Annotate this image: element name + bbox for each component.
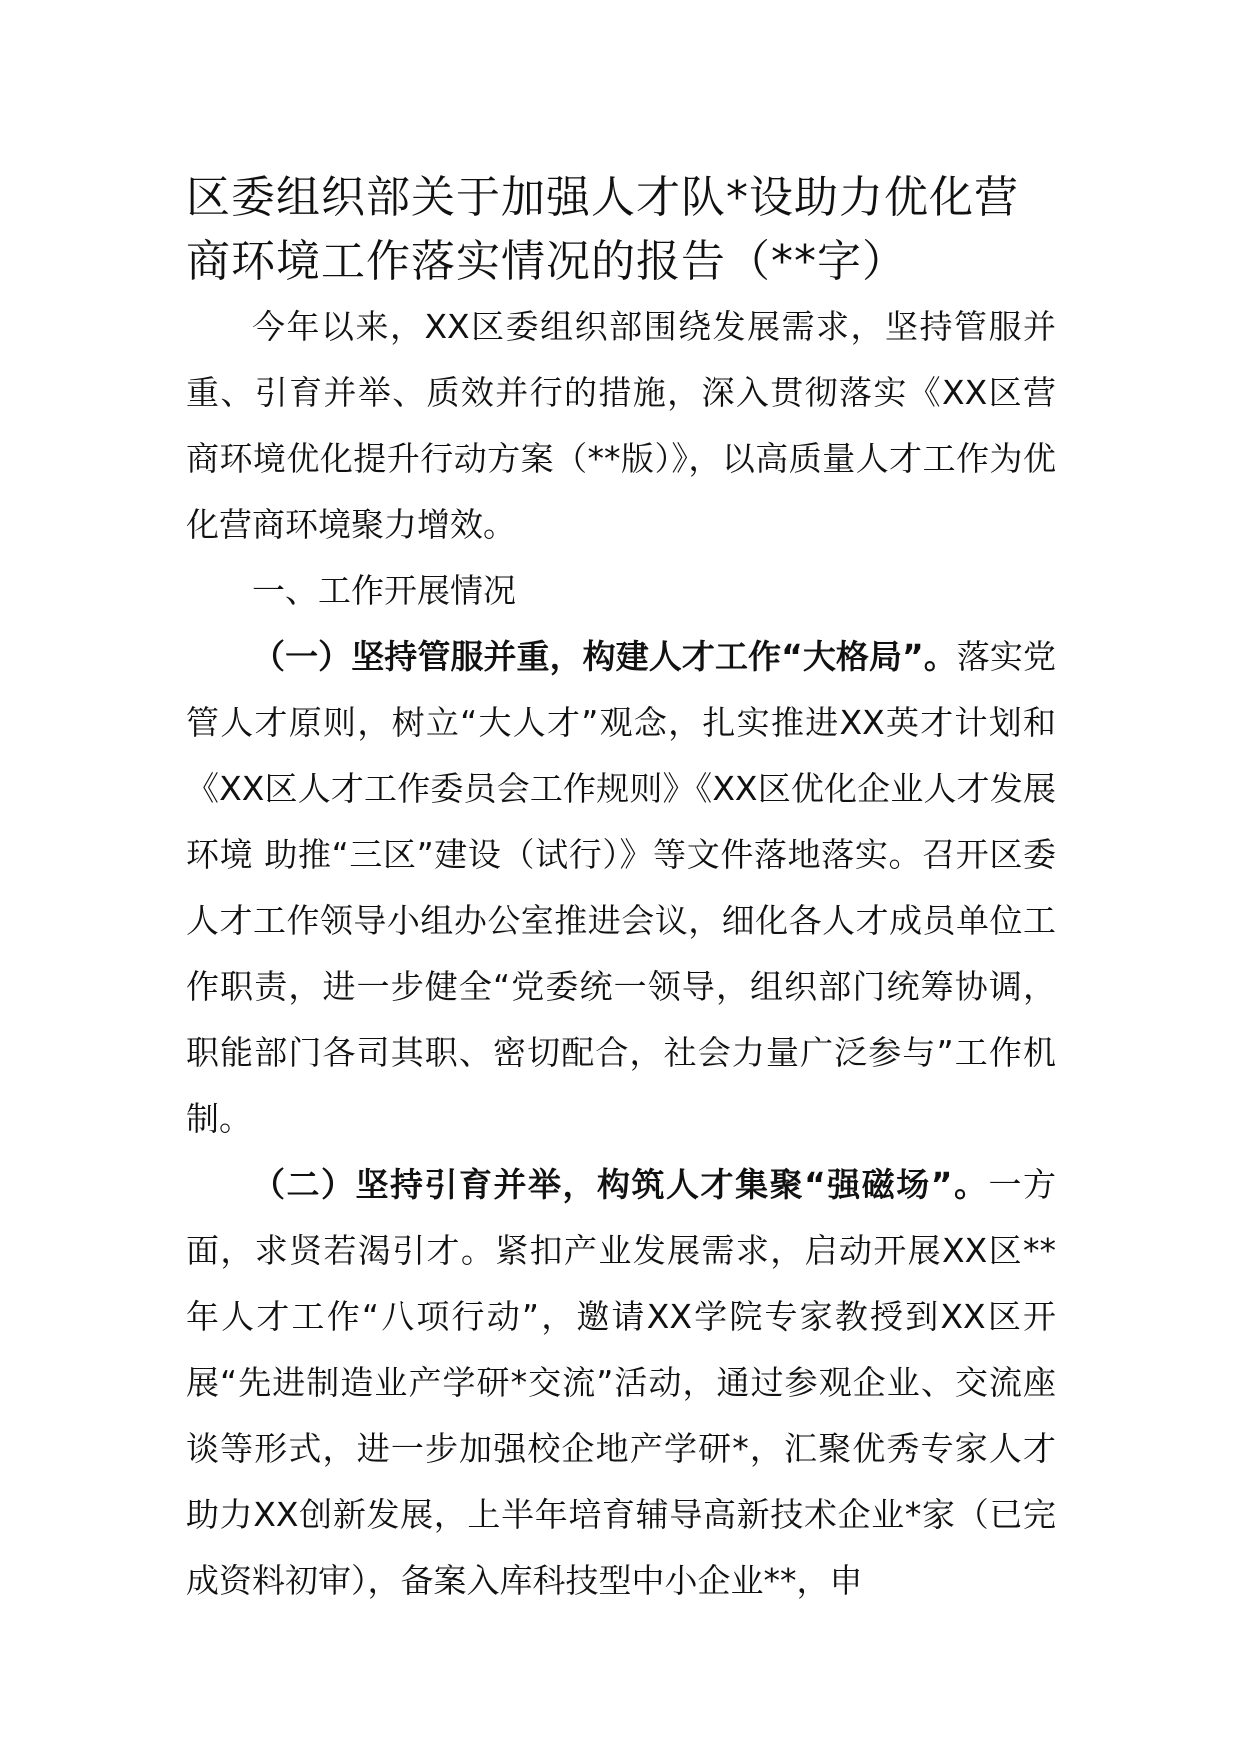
document-body xyxy=(186,166,1056,1614)
section-heading: 一、工作开展情况 xyxy=(252,571,516,610)
subsection-body: 落实党管人才原则，树立“大人才”观念，扎实推进XX英才计划和《XX区人才工作委员会工作规则》《XX区优化企业人才发展环境 助推“三区”建设（试行）》等文件落地落实。召开区委人才工作领导小组办公室推进会议，细化各人才成员单位工作职责，进一步健全“党委统一领导，组织部门统筹协调，职能部门各司其职、密切配合，社会力量广泛参与”工作机制。 xyxy=(186,637,1056,1138)
subsection-body: 一方面，求贤若渴引才。紧扣产业发展需求，启动开展XX区**年人才工作“八项行动”，邀请XX学院专家教授到XX区开展“先进制造业产学研*交流”活动，通过参观企业、交流座谈等形式，进一步加强校企地产学研*，汇聚优秀专家人才助力XX创新发展，上半年培育辅导高新技术企业*家（已完成资料初审），备案入库科技型中小企业**，申 xyxy=(186,1165,1056,1600)
subsection-lead: （一）坚持管服并重，构建人才工作“大格局”。 xyxy=(252,637,957,676)
subsection-paragraph-1 xyxy=(186,624,1056,1152)
intro-paragraph: 今年以来，XX区委组织部围绕发展需求，坚持管服并重、引育并举、质效并行的措施，深入贯彻落实《XX区营商环境优化提升行动方案（**版）》，以高质量人才工作为优化营商环境聚力增效。 xyxy=(186,307,1056,544)
subsection-lead: （二）坚持引育并举，构筑人才集聚“强磁场”。 xyxy=(252,1165,989,1204)
document-title: 区委组织部关于加强人才队*设助力优化营商环境工作落实情况的报告（**字） xyxy=(186,172,1019,287)
subsection-paragraph-2 xyxy=(186,1152,1056,1614)
